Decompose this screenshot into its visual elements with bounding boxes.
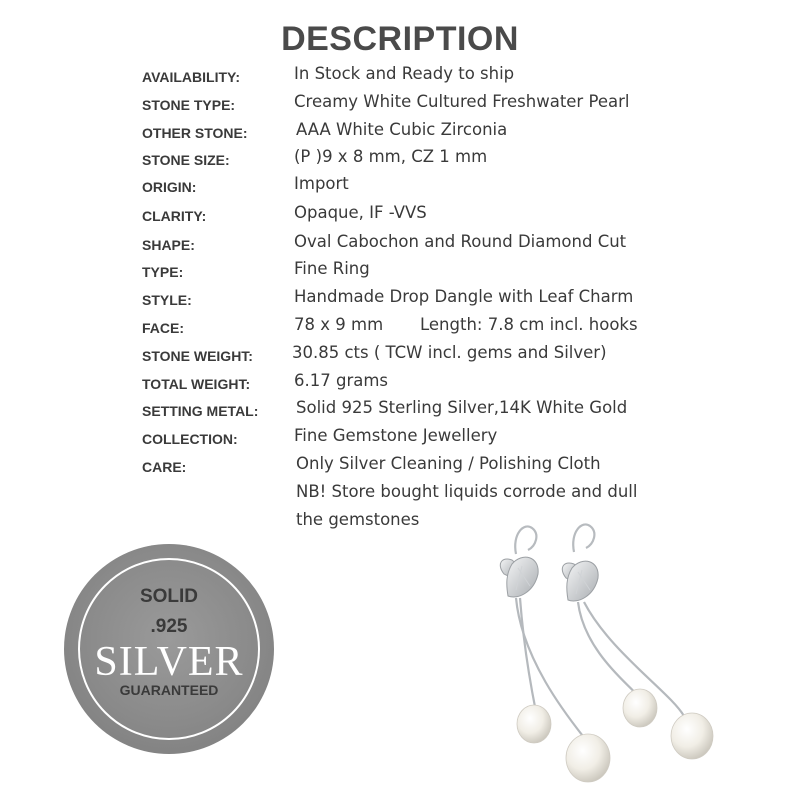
spec-row-origin: [0, 174, 800, 200]
right-hook: [573, 524, 594, 552]
spec-row-face: [0, 315, 800, 341]
spec-label: STONE SIZE:: [142, 152, 230, 168]
spec-label: SHAPE:: [142, 237, 195, 253]
spec-row-care: [0, 454, 800, 480]
spec-value: Fine Ring: [294, 259, 370, 278]
spec-value: (P )9 x 8 mm, CZ 1 mm: [294, 147, 488, 166]
spec-value: In Stock and Ready to ship: [294, 64, 515, 83]
spec-row-availability: [0, 64, 800, 90]
right-earring: [562, 524, 713, 759]
badge-solid-text: SOLID: [139, 586, 199, 607]
spec-value: Import: [294, 174, 349, 193]
spec-row-type: [0, 259, 800, 285]
left-pearl-upper: [517, 705, 551, 743]
care-note-line: NB! Store bought liquids corrode and dull: [296, 482, 638, 501]
spec-label: SETTING METAL:: [142, 403, 259, 419]
spec-value: 30.85 cts ( TCW incl. gems and Silver): [292, 343, 607, 362]
spec-value: 78 x 9 mm: [294, 315, 384, 334]
left-pearl-lower: [566, 734, 610, 782]
page-title: DESCRIPTION: [281, 20, 519, 58]
spec-label: FACE:: [142, 320, 184, 336]
spec-label: COLLECTION:: [142, 431, 238, 447]
spec-row-clarity: [0, 203, 800, 229]
spec-label: TOTAL WEIGHT:: [142, 376, 251, 392]
spec-value: Oval Cabochon and Round Diamond Cut: [294, 232, 627, 251]
spec-row-other-stone: [0, 120, 800, 146]
spec-label: TYPE:: [142, 264, 184, 280]
spec-row-collection: [0, 426, 800, 452]
right-chain-short: [578, 602, 636, 694]
spec-row-stone-type: [0, 92, 800, 118]
spec-row-style: [0, 287, 800, 313]
badge-guaranteed-text: GUARANTEED: [119, 682, 219, 698]
spec-label: CLARITY:: [142, 208, 207, 224]
spec-value: Fine Gemstone Jewellery: [294, 426, 498, 445]
care-note-line: the gemstones: [296, 510, 420, 529]
spec-value: Handmade Drop Dangle with Leaf Charm: [294, 287, 634, 306]
silver-guarantee-badge: [64, 544, 274, 754]
badge-silver-text: SILVER: [94, 639, 244, 685]
spec-value: Opaque, IF -VVS: [294, 203, 427, 222]
spec-row-setting-metal: [0, 398, 800, 424]
spec-label: STYLE:: [142, 292, 192, 308]
spec-label: AVAILABILITY:: [142, 69, 240, 85]
left-hook: [515, 526, 536, 554]
spec-row-total-weight: [0, 371, 800, 397]
badge-925-text: .925: [150, 616, 188, 637]
spec-value-length: Length: 7.8 cm incl. hooks: [420, 315, 638, 334]
spec-value: Solid 925 Sterling Silver,14K White Gold: [296, 398, 628, 417]
spec-label: ORIGIN:: [142, 179, 197, 195]
spec-label: STONE TYPE:: [142, 97, 236, 113]
spec-value: 6.17 grams: [294, 371, 389, 390]
spec-row-shape: [0, 232, 800, 258]
spec-value: Only Silver Cleaning / Polishing Cloth: [296, 454, 601, 473]
right-pearl-upper: [623, 689, 657, 727]
right-pearl-lower: [671, 713, 713, 759]
spec-label: STONE WEIGHT:: [142, 348, 253, 364]
earrings-product-image: [460, 512, 730, 792]
spec-value: AAA White Cubic Zirconia: [296, 120, 508, 139]
spec-value: Creamy White Cultured Freshwater Pearl: [294, 92, 630, 111]
left-chain-short: [520, 598, 536, 712]
spec-label: CARE:: [142, 459, 187, 475]
spec-row-stone-weight: [0, 343, 800, 369]
spec-row-stone-size: [0, 147, 800, 173]
spec-label: OTHER STONE:: [142, 125, 248, 141]
